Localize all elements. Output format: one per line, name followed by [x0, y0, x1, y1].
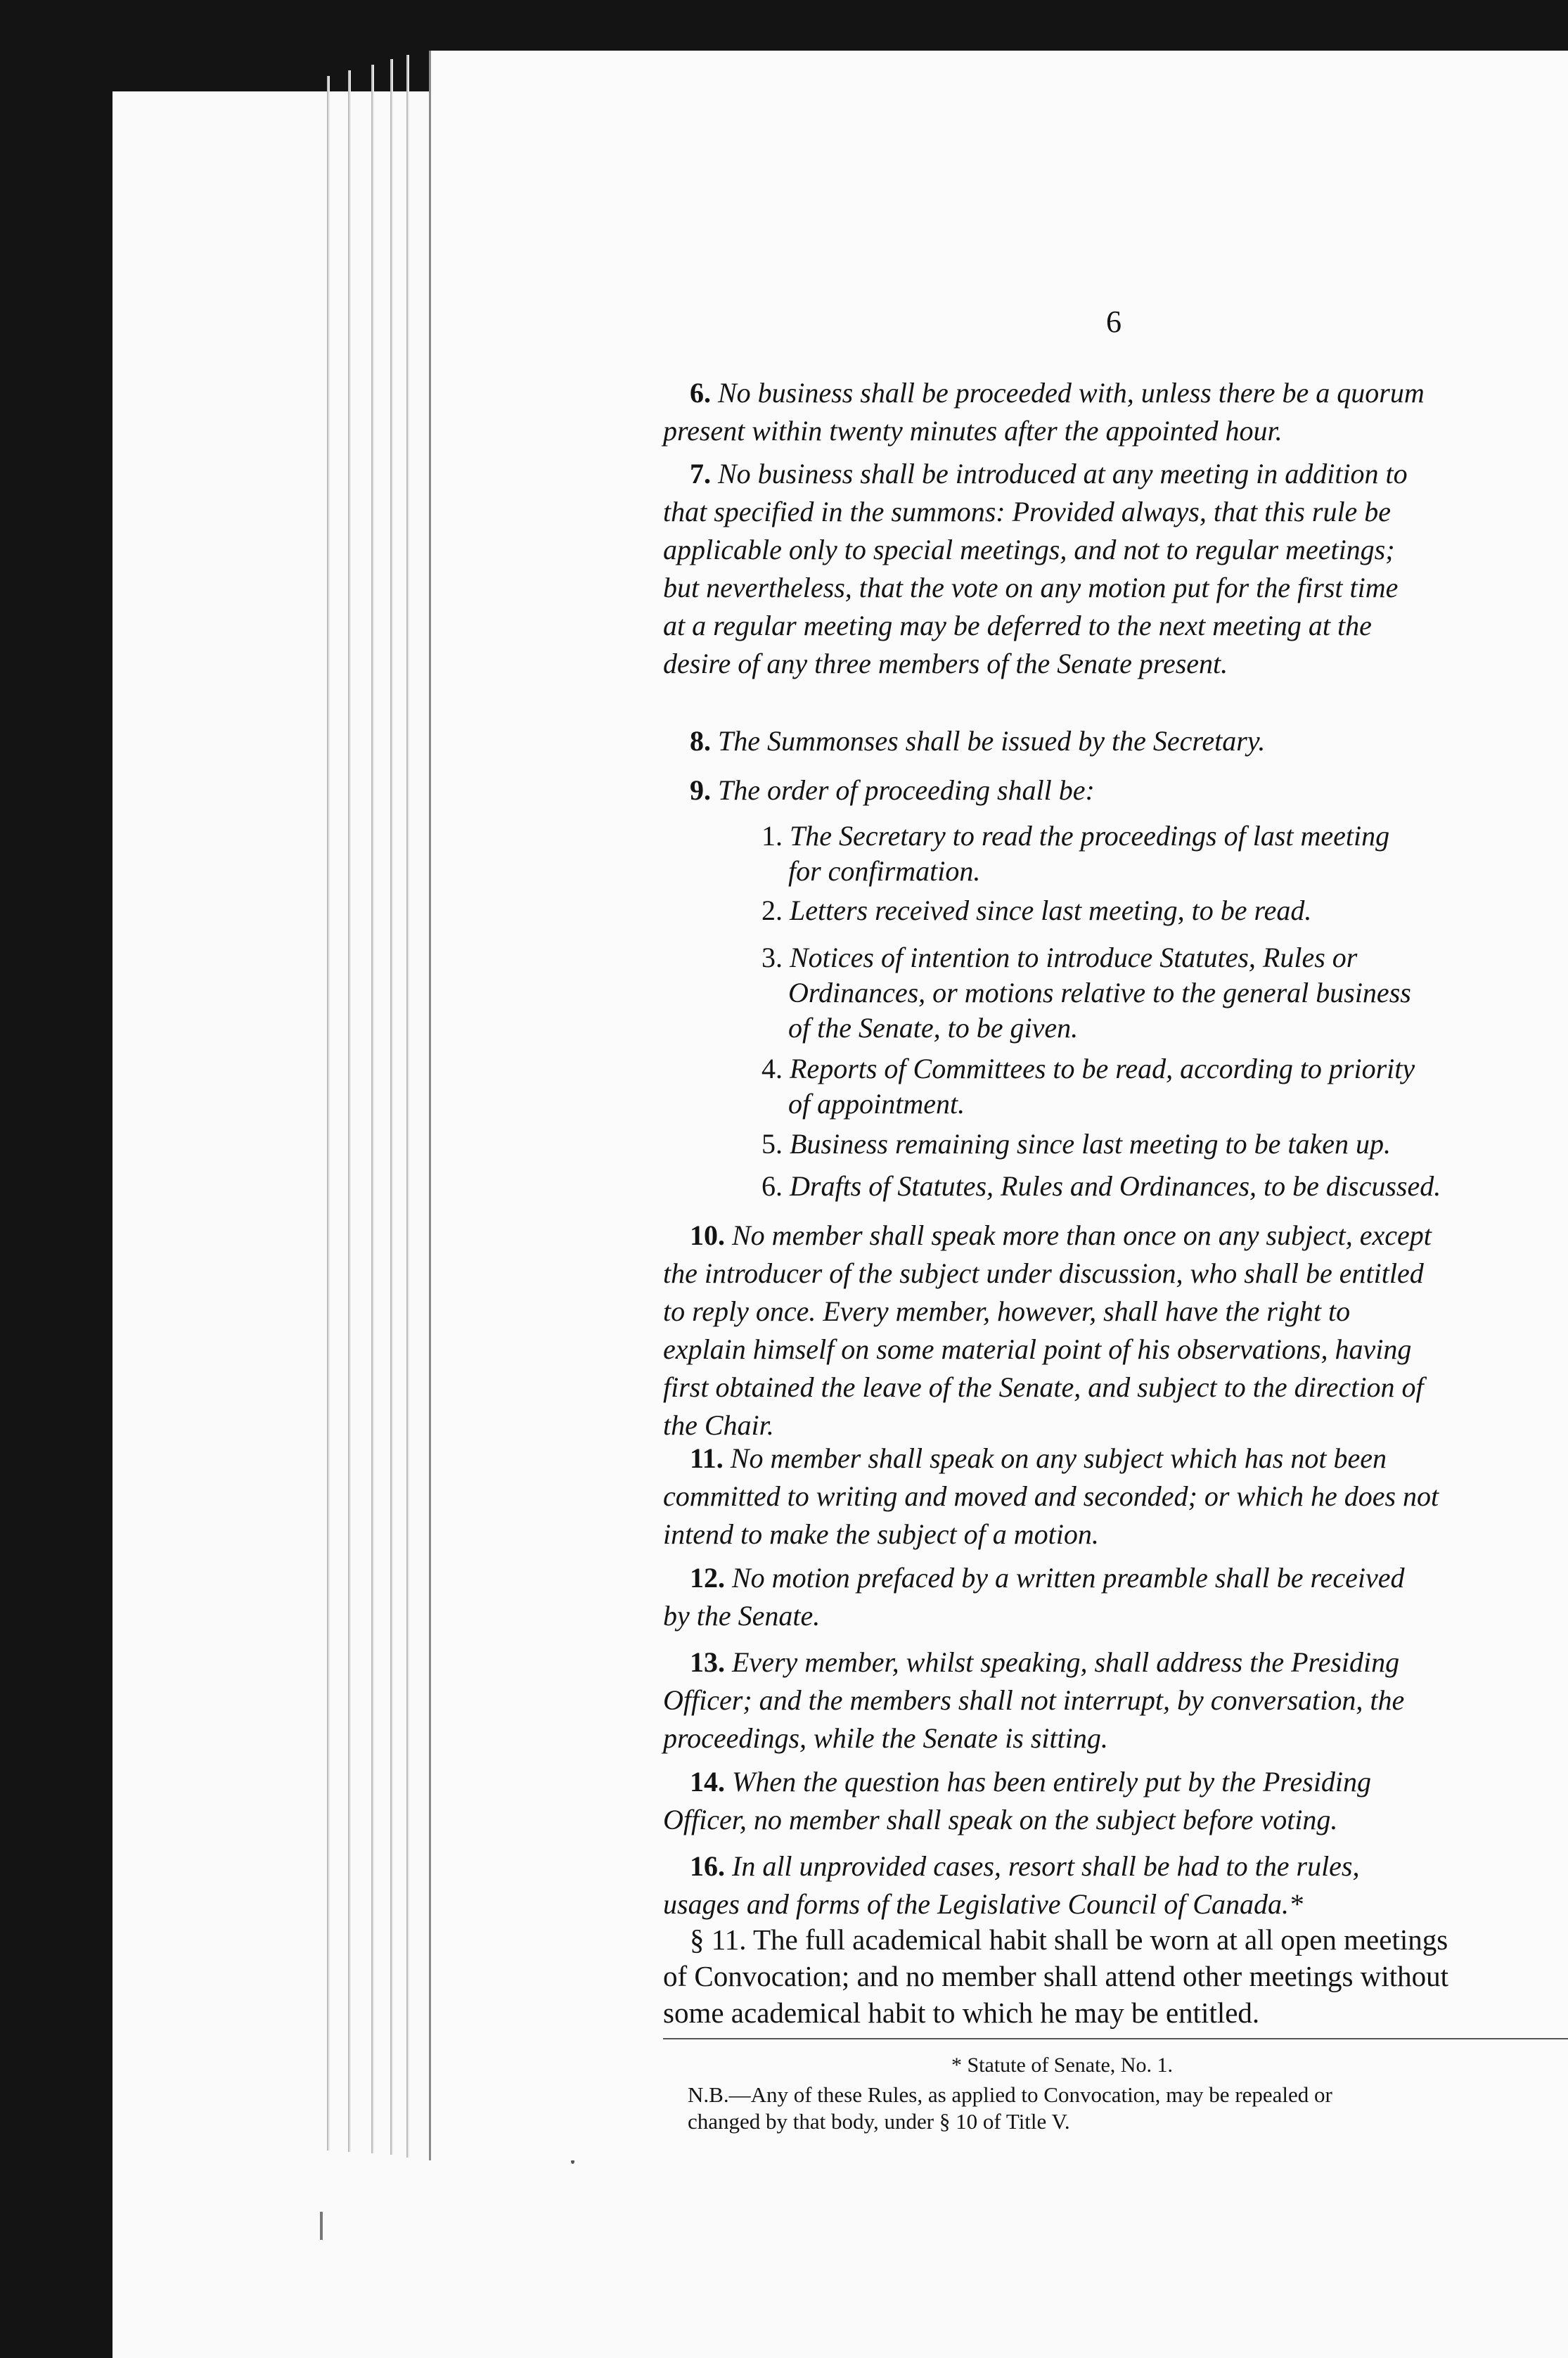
rule-7 — [663, 455, 1568, 683]
rule-number: 13. — [690, 1646, 725, 1678]
rule-text: Every member, whilst speaking, shall address the Presiding — [732, 1646, 1400, 1678]
item-text: Notices of intention to introduce Statutes, Rules or — [790, 942, 1358, 973]
rule-number: 6. — [690, 377, 711, 409]
rule-text: No business shall be introduced at any meeting in addition to — [718, 458, 1408, 489]
rule-number: 11. — [690, 1442, 724, 1474]
nb-text: changed by that body, under § 10 of Title V. — [688, 2109, 1070, 2134]
item-text: Letters received since last meeting, to be read. — [790, 895, 1312, 926]
rule-11 — [663, 1440, 1568, 1553]
order-item-4 — [761, 1051, 1568, 1122]
item-text: Ordinances, or motions relative to the general business — [788, 977, 1411, 1008]
item-number: 1. — [761, 820, 783, 852]
ink-speck — [320, 2212, 323, 2240]
page-edge — [371, 65, 374, 2153]
page-edge — [348, 70, 351, 2152]
rule-9 — [663, 771, 1568, 809]
section-text: § 11. The full academical habit shall be worn at all open meetings — [690, 1923, 1448, 1956]
item-text: of the Senate, to be given. — [788, 1012, 1079, 1044]
rule-text: usages and forms of the Legislative Council of Canada.* — [663, 1888, 1303, 1920]
rule-text: No member shall speak on any subject which has not been — [730, 1442, 1387, 1474]
rule-text: to reply once. Every member, however, shall have the right to — [663, 1295, 1351, 1327]
page-edge — [390, 59, 393, 2155]
rule-12 — [663, 1559, 1568, 1635]
rule-number: 9. — [690, 774, 711, 806]
order-item-6 — [761, 1169, 1568, 1204]
rule-text: but nevertheless, that the vote on any motion put for the first time — [663, 572, 1399, 603]
rule-text: No member shall speak more than once on any subject, except — [732, 1219, 1432, 1251]
front-page — [429, 51, 1568, 2160]
rule-text: No business shall be proceeded with, unless there be a quorum — [718, 377, 1425, 409]
section-text: some academical habit to which he may be entitled. — [663, 1997, 1260, 2029]
rule-number: 8. — [690, 725, 711, 757]
rule-text: In all unprovided cases, resort shall be had to the rules, — [732, 1850, 1360, 1882]
rule-text: proceedings, while the Senate is sitting. — [663, 1722, 1108, 1754]
item-text: for confirmation. — [788, 855, 981, 887]
rule-number: 14. — [690, 1766, 725, 1798]
rule-text: the Chair. — [663, 1409, 774, 1441]
rule-text: present within twenty minutes after the appointed hour. — [663, 415, 1283, 447]
item-number: 3. — [761, 942, 783, 973]
rule-14 — [663, 1763, 1568, 1839]
page-number: 6 — [1106, 305, 1122, 339]
item-number: 4. — [761, 1053, 783, 1084]
rule-text: first obtained the leave of the Senate, and subject to the direction of — [663, 1371, 1424, 1403]
order-item-5 — [761, 1127, 1568, 1162]
order-item-2 — [761, 893, 1568, 928]
order-item-1 — [761, 819, 1568, 889]
rule-8 — [663, 722, 1568, 760]
section-11 — [663, 1921, 1568, 2031]
item-text: The Secretary to read the proceedings of last meeting — [790, 820, 1390, 852]
item-number: 2. — [761, 895, 783, 926]
rule-10 — [663, 1217, 1568, 1444]
rule-text: committed to writing and moved and seconded; or which he does not — [663, 1480, 1439, 1512]
item-number: 5. — [761, 1128, 783, 1160]
rule-text: Officer, no member shall speak on the subject before voting. — [663, 1804, 1338, 1835]
rule-number: 16. — [690, 1850, 725, 1882]
rule-text: desire of any three members of the Senate present. — [663, 648, 1228, 679]
item-number: 6. — [761, 1170, 783, 1202]
item-text: Reports of Committees to be read, according to priority — [790, 1053, 1415, 1084]
item-text: Business remaining since last meeting to be taken up. — [790, 1128, 1392, 1160]
rule-number: 7. — [690, 458, 711, 489]
nb-text: N.B.—Any of these Rules, as applied to Convocation, may be repealed or — [688, 2082, 1332, 2107]
page-edge — [327, 76, 330, 2151]
rule-6 — [663, 374, 1568, 450]
rule-number: 10. — [690, 1219, 725, 1251]
rule-text: explain himself on some material point of his observations, having — [663, 1333, 1412, 1365]
rule-text: When the question has been entirely put by the Presiding — [732, 1766, 1372, 1798]
order-item-3 — [761, 940, 1568, 1046]
rule-text: at a regular meeting may be deferred to the next meeting at the — [663, 610, 1372, 641]
nb-note — [688, 2082, 1332, 2135]
rule-text: intend to make the subject of a motion. — [663, 1518, 1099, 1550]
rule-text: The Summonses shall be issued by the Secretary. — [718, 725, 1266, 757]
rule-number: 12. — [690, 1562, 725, 1594]
item-text: of appointment. — [788, 1088, 965, 1120]
rule-13 — [663, 1643, 1568, 1757]
rule-text: applicable only to special meetings, and not to regular meetings; — [663, 534, 1395, 565]
rule-text: No motion prefaced by a written preamble shall be received — [732, 1562, 1405, 1594]
rule-text: The order of proceeding shall be: — [718, 774, 1095, 806]
section-text: of Convocation; and no member shall attend other meetings without — [663, 1960, 1449, 1992]
footnote-divider — [663, 2038, 1568, 2039]
item-text: Drafts of Statutes, Rules and Ordinances, to be discussed. — [790, 1170, 1441, 1202]
rule-text: the introducer of the subject under discussion, who shall be entitled — [663, 1257, 1424, 1289]
rule-text: Officer; and the members shall not interrupt, by conversation, the — [663, 1684, 1405, 1716]
rule-16 — [663, 1847, 1568, 1923]
footnote: * Statute of Senate, No. 1. — [951, 2053, 1173, 2077]
page-edge — [406, 55, 409, 2158]
rule-text: by the Senate. — [663, 1600, 821, 1632]
rule-text: that specified in the summons: Provided always, that this rule be — [663, 496, 1392, 527]
